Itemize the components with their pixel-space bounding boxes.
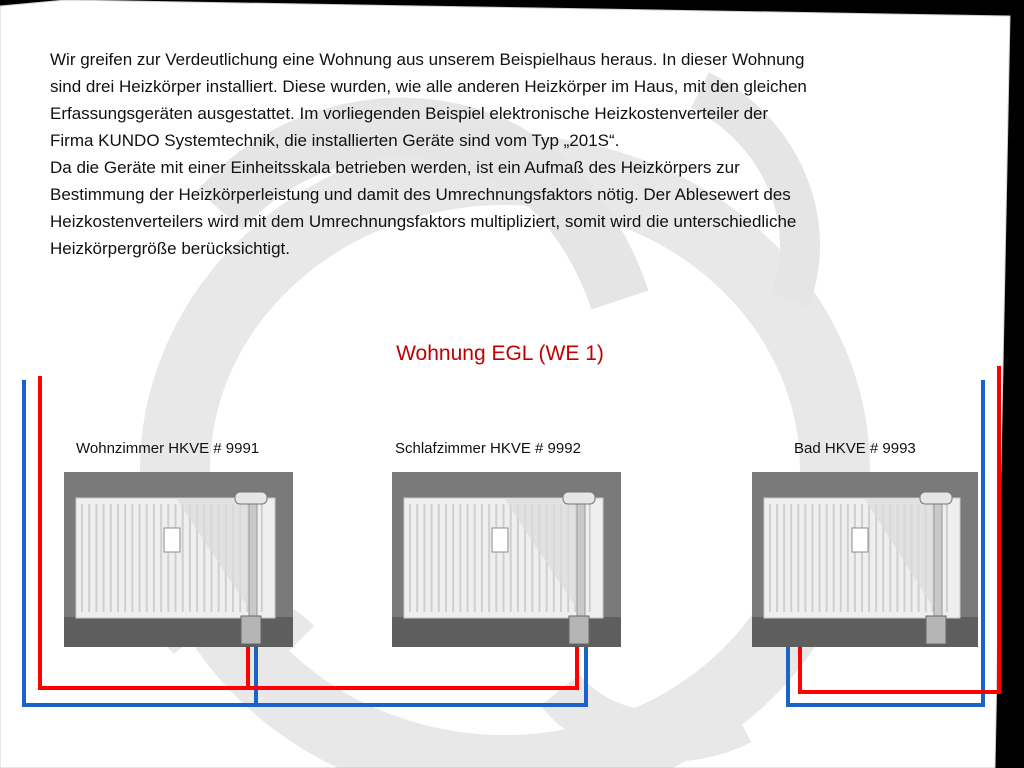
intro-line: Bestimmung der Heizkörperleistung und damit des Umrechnungsfaktors nötig. Der Ablesewert des xyxy=(50,185,791,204)
intro-line: Erfassungsgeräten ausgestattet. Im vorliegenden Beispiel elektronische Heizkostenverteiler der xyxy=(50,104,769,123)
valve-fitting xyxy=(926,616,946,644)
intro-line: Heizkostenverteilers wird mit dem Umrechnungsfaktors multipliziert, somit wird die unterschiedliche xyxy=(50,212,797,231)
radiator-wohnzimmer xyxy=(64,472,293,647)
radiator-image xyxy=(752,472,978,647)
radiator-label-bad: Bad HKVE # 9993 xyxy=(794,440,916,457)
valve-pipe xyxy=(249,504,257,634)
heat-cost-allocator xyxy=(164,528,180,552)
radiator-schlafzimmer xyxy=(392,472,621,647)
valve-pipe xyxy=(577,504,585,634)
intro-line: sind drei Heizkörper installiert. Diese wurden, wie alle anderen Heizkörper im Haus, mit den gleichen xyxy=(50,77,807,96)
intro-line: Firma KUNDO Systemtechnik, die installierten Geräte sind vom Typ „201S“. xyxy=(50,131,620,150)
radiator-label-schlafzimmer: Schlafzimmer HKVE # 9992 xyxy=(395,440,581,457)
radiator-label-wohnzimmer: Wohnzimmer HKVE # 9991 xyxy=(76,440,260,457)
valve-pipe xyxy=(934,504,942,634)
valve-fitting xyxy=(569,616,589,644)
apartment-title: Wohnung EGL (WE 1) xyxy=(396,342,604,365)
heat-cost-allocator xyxy=(492,528,508,552)
intro-line: Heizkörpergröße berücksichtigt. xyxy=(50,239,290,258)
intro-line: Da die Geräte mit einer Einheitsskala betrieben werden, ist ein Aufmaß des Heizkörpers zur xyxy=(50,158,740,177)
radiator-bad xyxy=(752,472,978,647)
thermostat-head xyxy=(563,492,595,504)
intro-line: Wir greifen zur Verdeutlichung eine Wohnung aus unserem Beispielhaus heraus. In dieser Wohnung xyxy=(50,50,805,69)
thermostat-head xyxy=(920,492,952,504)
heat-cost-allocator xyxy=(852,528,868,552)
thermostat-head xyxy=(235,492,267,504)
valve-fitting xyxy=(241,616,261,644)
radiator-image xyxy=(64,472,293,647)
radiator-image xyxy=(392,472,621,647)
